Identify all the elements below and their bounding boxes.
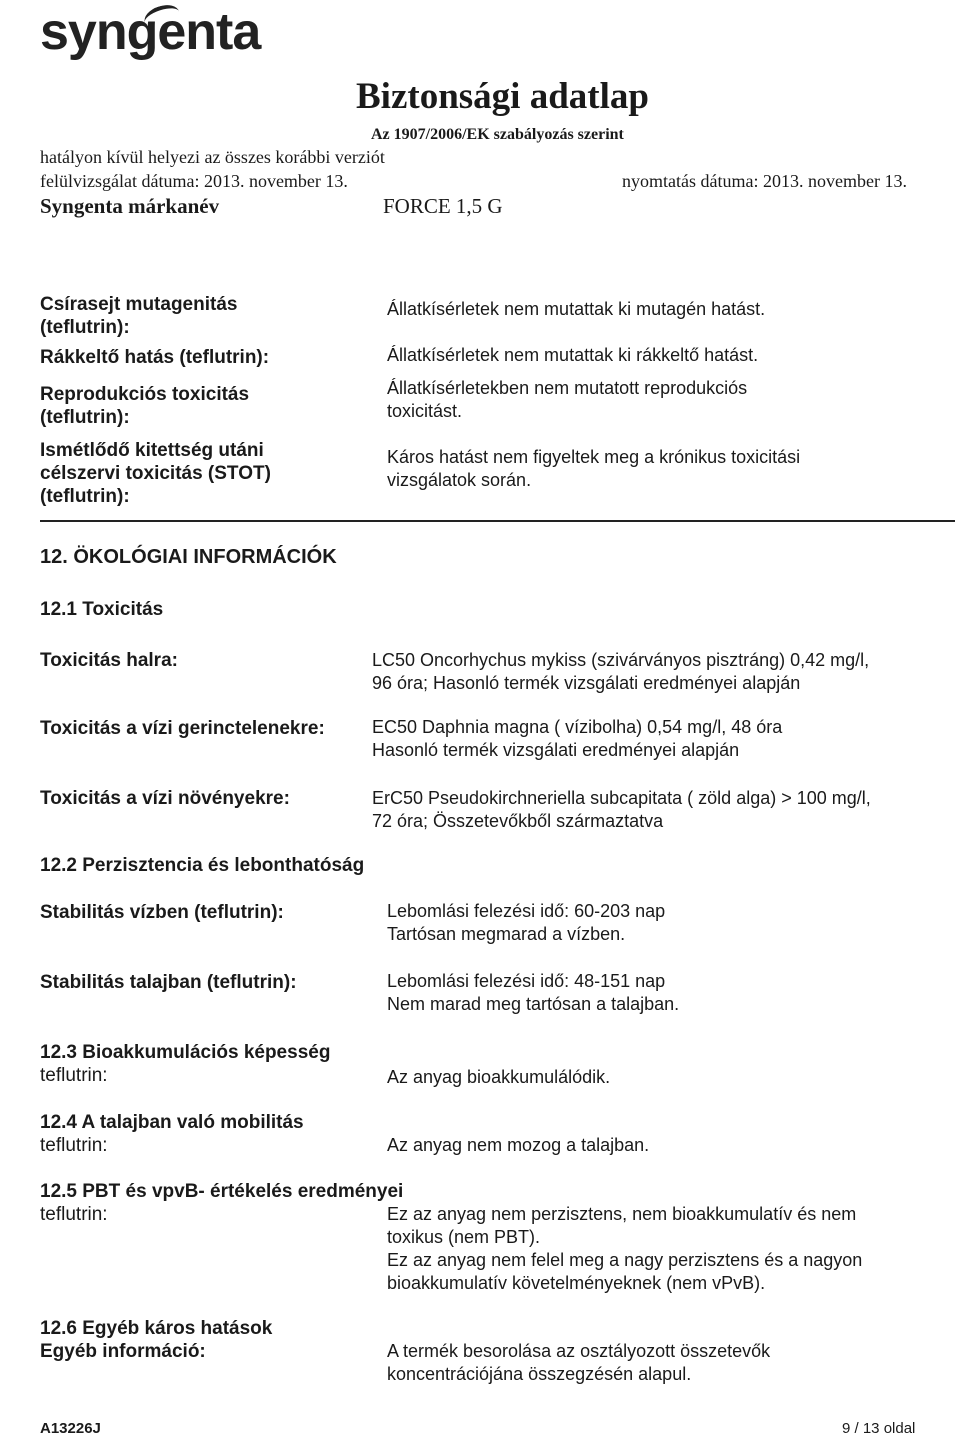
subsection-12-2: 12.2 Perzisztencia és lebonthatóság — [40, 855, 365, 876]
pbt-block — [40, 1180, 403, 1226]
logo-text: syngenta — [40, 3, 261, 61]
bioaccumulation-value: Az anyag bioakkumulálódik. — [387, 1067, 611, 1087]
subsection-12-6: 12.6 Egyéb káros hatások — [40, 1318, 273, 1339]
document-title: Biztonsági adatlap — [356, 76, 649, 117]
other-effects-block — [40, 1317, 272, 1363]
fish-toxicity-value: LC50 Oncorhychus mykiss (szivárványos pisztráng) 0,42 mg/l, 96 óra; Hasonló termék vizsgálati eredményei alapján — [372, 650, 870, 693]
pbt-value: Ez az anyag nem perzisztens, nem bioakkumulatív és nem toxikus (nem PBT). Ez az anyag nem felel meg a nagy perzisztens és a nagyon bioakkumulatív követelményeknek (nem vPvB). — [387, 1204, 863, 1293]
mobility-label: teflutrin: — [40, 1135, 108, 1156]
document-code: A13226J — [40, 1420, 101, 1437]
stot-value: Káros hatást nem figyeltek meg a krónikus toxicitási vizsgálatok során. — [387, 447, 801, 490]
stot-label: Ismétlődő kitettség utáni célszervi toxicitás (STOT) (teflutrin): — [40, 440, 271, 507]
soil-stability-label: Stabilitás talajban (teflutrin): — [40, 972, 297, 993]
other-info-value: A termék besorolása az osztályozott összetevők koncentrációjána összegzésén alapul. — [387, 1341, 771, 1384]
product-name: FORCE 1,5 G — [383, 194, 503, 218]
mobility-value: Az anyag nem mozog a talajban. — [387, 1135, 650, 1155]
water-stability-value: Lebomlási felezési idő: 60-203 nap Tartósan megmarad a vízben. — [387, 901, 666, 944]
germ-cell-value: Állatkísérletek nem mutattak ki mutagén hatást. — [387, 299, 766, 319]
reproductive-toxicity-label: Reprodukciós toxicitás (teflutrin): — [40, 384, 250, 428]
bioaccumulation-block — [40, 1041, 330, 1087]
other-info-label: Egyéb információ: — [40, 1341, 206, 1362]
bioaccumulation-label: teflutrin: — [40, 1065, 108, 1086]
section-divider — [40, 520, 955, 522]
pbt-label: teflutrin: — [40, 1204, 108, 1225]
invertebrate-toxicity-label: Toxicitás a vízi gerinctelenekre: — [40, 718, 325, 739]
subsection-12-4: 12.4 A talajban való mobilitás — [40, 1112, 304, 1133]
revision-date: felülvizsgálat dátuma: 2013. november 13. — [40, 171, 348, 191]
supersedes-text: hatályon kívül helyezi az összes korábbi verziót — [40, 147, 385, 167]
carcinogenicity-label: Rákkeltő hatás (teflutrin): — [40, 347, 270, 368]
plant-toxicity-value: ErC50 Pseudokirchneriella subcapitata ( zöld alga) > 100 mg/l, 72 óra; Összetevőkből származtatva — [372, 788, 871, 831]
brand-label: Syngenta márkanév — [40, 194, 220, 218]
print-date: nyomtatás dátuma: 2013. november 13. — [622, 171, 907, 191]
plant-toxicity-label: Toxicitás a vízi növényekre: — [40, 788, 290, 809]
soil-stability-value: Lebomlási felezési idő: 48-151 nap Nem marad meg tartósan a talajban. — [387, 971, 680, 1014]
water-stability-label: Stabilitás vízben (teflutrin): — [40, 902, 284, 923]
regulation-text: Az 1907/2006/EK szabályozás szerint — [371, 126, 624, 143]
subsection-12-3: 12.3 Bioakkumulációs képesség — [40, 1042, 331, 1063]
germ-cell-label: Csírasejt mutagenitás (teflutrin): — [40, 294, 238, 338]
invertebrate-toxicity-value: EC50 Daphnia magna ( vízibolha) 0,54 mg/l, 48 óra Hasonló termék vizsgálati eredményei alapján — [372, 717, 783, 760]
syngenta-logo — [40, 2, 260, 62]
page-number: 9 / 13 oldal — [842, 1420, 916, 1437]
section-12-title: 12. ÖKOLÓGIAI INFORMÁCIÓK — [40, 546, 337, 568]
fish-toxicity-label: Toxicitás halra: — [40, 650, 178, 671]
carcinogenicity-value: Állatkísérletek nem mutattak ki rákkeltő hatást. — [387, 345, 759, 365]
subsection-12-1: 12.1 Toxicitás — [40, 599, 164, 620]
reproductive-toxicity-value: Állatkísérletekben nem mutatott reprodukciós toxicitást. — [387, 378, 748, 421]
mobility-block — [40, 1111, 304, 1157]
subsection-12-5: 12.5 PBT és vpvB- értékelés eredményei — [40, 1181, 404, 1202]
